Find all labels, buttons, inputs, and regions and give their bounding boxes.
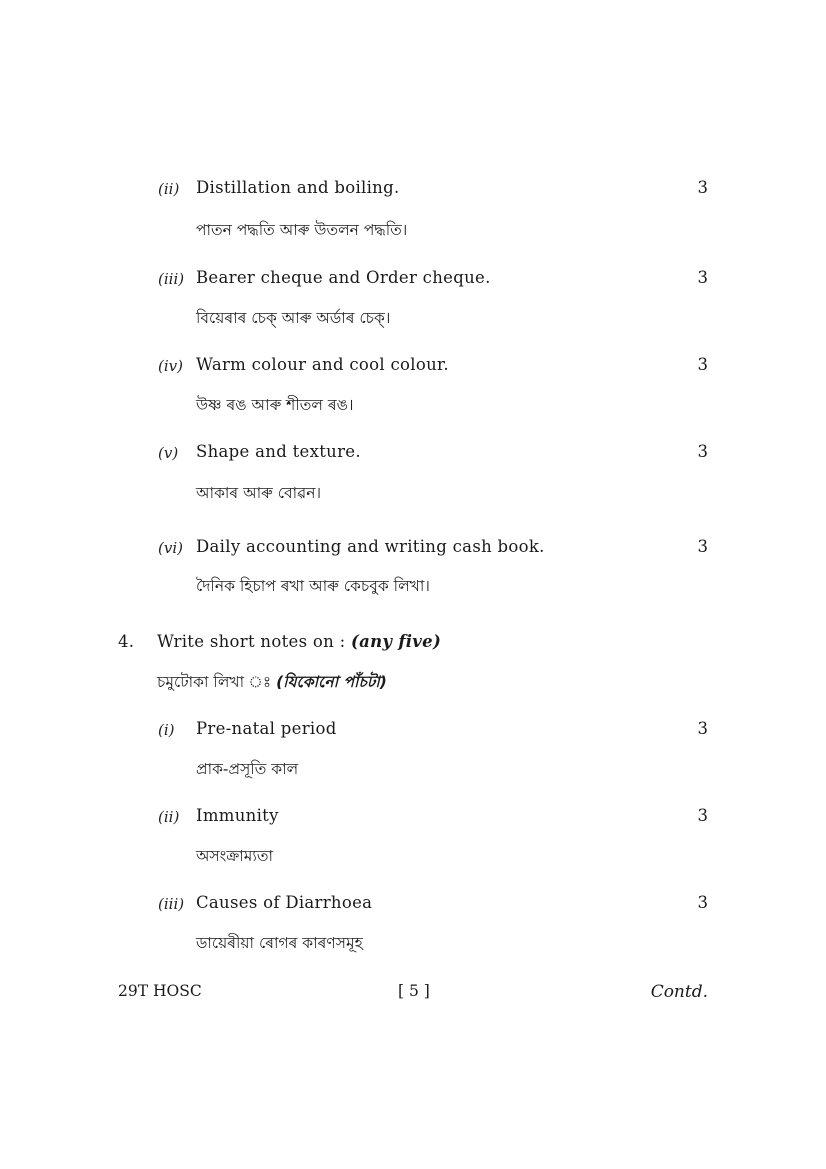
item-number: (iii) — [158, 895, 185, 913]
item-number: (iv) — [158, 357, 183, 375]
item-marks: 3 — [697, 268, 708, 287]
prompt-emphasis: (যিকোনো পাঁচটা) — [276, 673, 387, 691]
question-prompt-english — [157, 632, 441, 651]
item-text-english: Causes of Diarrhoea — [196, 893, 373, 912]
item-text-assamese: আকাৰ আৰু বোৱন। — [196, 484, 322, 502]
item-text-assamese: উষ্ণ ৰঙ আৰু শীতল ৰঙ। — [196, 396, 354, 414]
item-marks: 3 — [697, 442, 708, 461]
item-text-english: Immunity — [196, 806, 279, 825]
paper-code: 29T HOSC — [118, 982, 202, 1000]
item-marks: 3 — [697, 178, 708, 197]
item-text-assamese: ডায়েৰীয়া ৰোগৰ কাৰণসমূহ — [196, 934, 363, 952]
item-marks: 3 — [697, 893, 708, 912]
item-marks: 3 — [697, 719, 708, 738]
item-text-assamese: অসংক্ৰাম্যতা — [196, 847, 274, 865]
item-marks: 3 — [697, 537, 708, 556]
page-number: [ 5 ] — [398, 982, 430, 1000]
question-prompt-assamese — [157, 670, 387, 696]
item-marks: 3 — [697, 806, 708, 825]
item-number: (ii) — [158, 180, 180, 198]
item-text-english: Distillation and boiling. — [196, 178, 400, 197]
item-marks: 3 — [697, 355, 708, 374]
continued-label: Contd. — [650, 982, 708, 1002]
item-text-assamese: দৈনিক হিচাপ ৰখা আৰু কেচবুক লিখা। — [196, 577, 430, 595]
item-text-assamese: বিয়েৰাৰ চেক্ আৰু অৰ্ডাৰ চেক্। — [196, 309, 391, 327]
item-text-english: Daily accounting and writing cash book. — [196, 537, 545, 556]
item-number: (vi) — [158, 539, 183, 557]
item-text-assamese: পাতন পদ্ধতি আৰু উতলন পদ্ধতি। — [196, 221, 408, 239]
item-number: (ii) — [158, 808, 180, 826]
question-number: 4. — [118, 632, 135, 651]
item-text-english: Shape and texture. — [196, 442, 361, 461]
item-number: (iii) — [158, 270, 185, 288]
item-number: (i) — [158, 721, 175, 739]
prompt-emphasis: (any five) — [351, 632, 442, 651]
prompt-text: Write short notes on : — [157, 632, 346, 651]
item-text-english: Warm colour and cool colour. — [196, 355, 449, 374]
item-number: (v) — [158, 444, 179, 462]
prompt-text: চমুটোকা লিখা ঃ — [157, 673, 272, 691]
item-text-assamese: প্ৰাক-প্ৰসূতি কাল — [196, 760, 299, 778]
item-text-english: Bearer cheque and Order cheque. — [196, 268, 491, 287]
item-text-english: Pre-natal period — [196, 719, 337, 738]
